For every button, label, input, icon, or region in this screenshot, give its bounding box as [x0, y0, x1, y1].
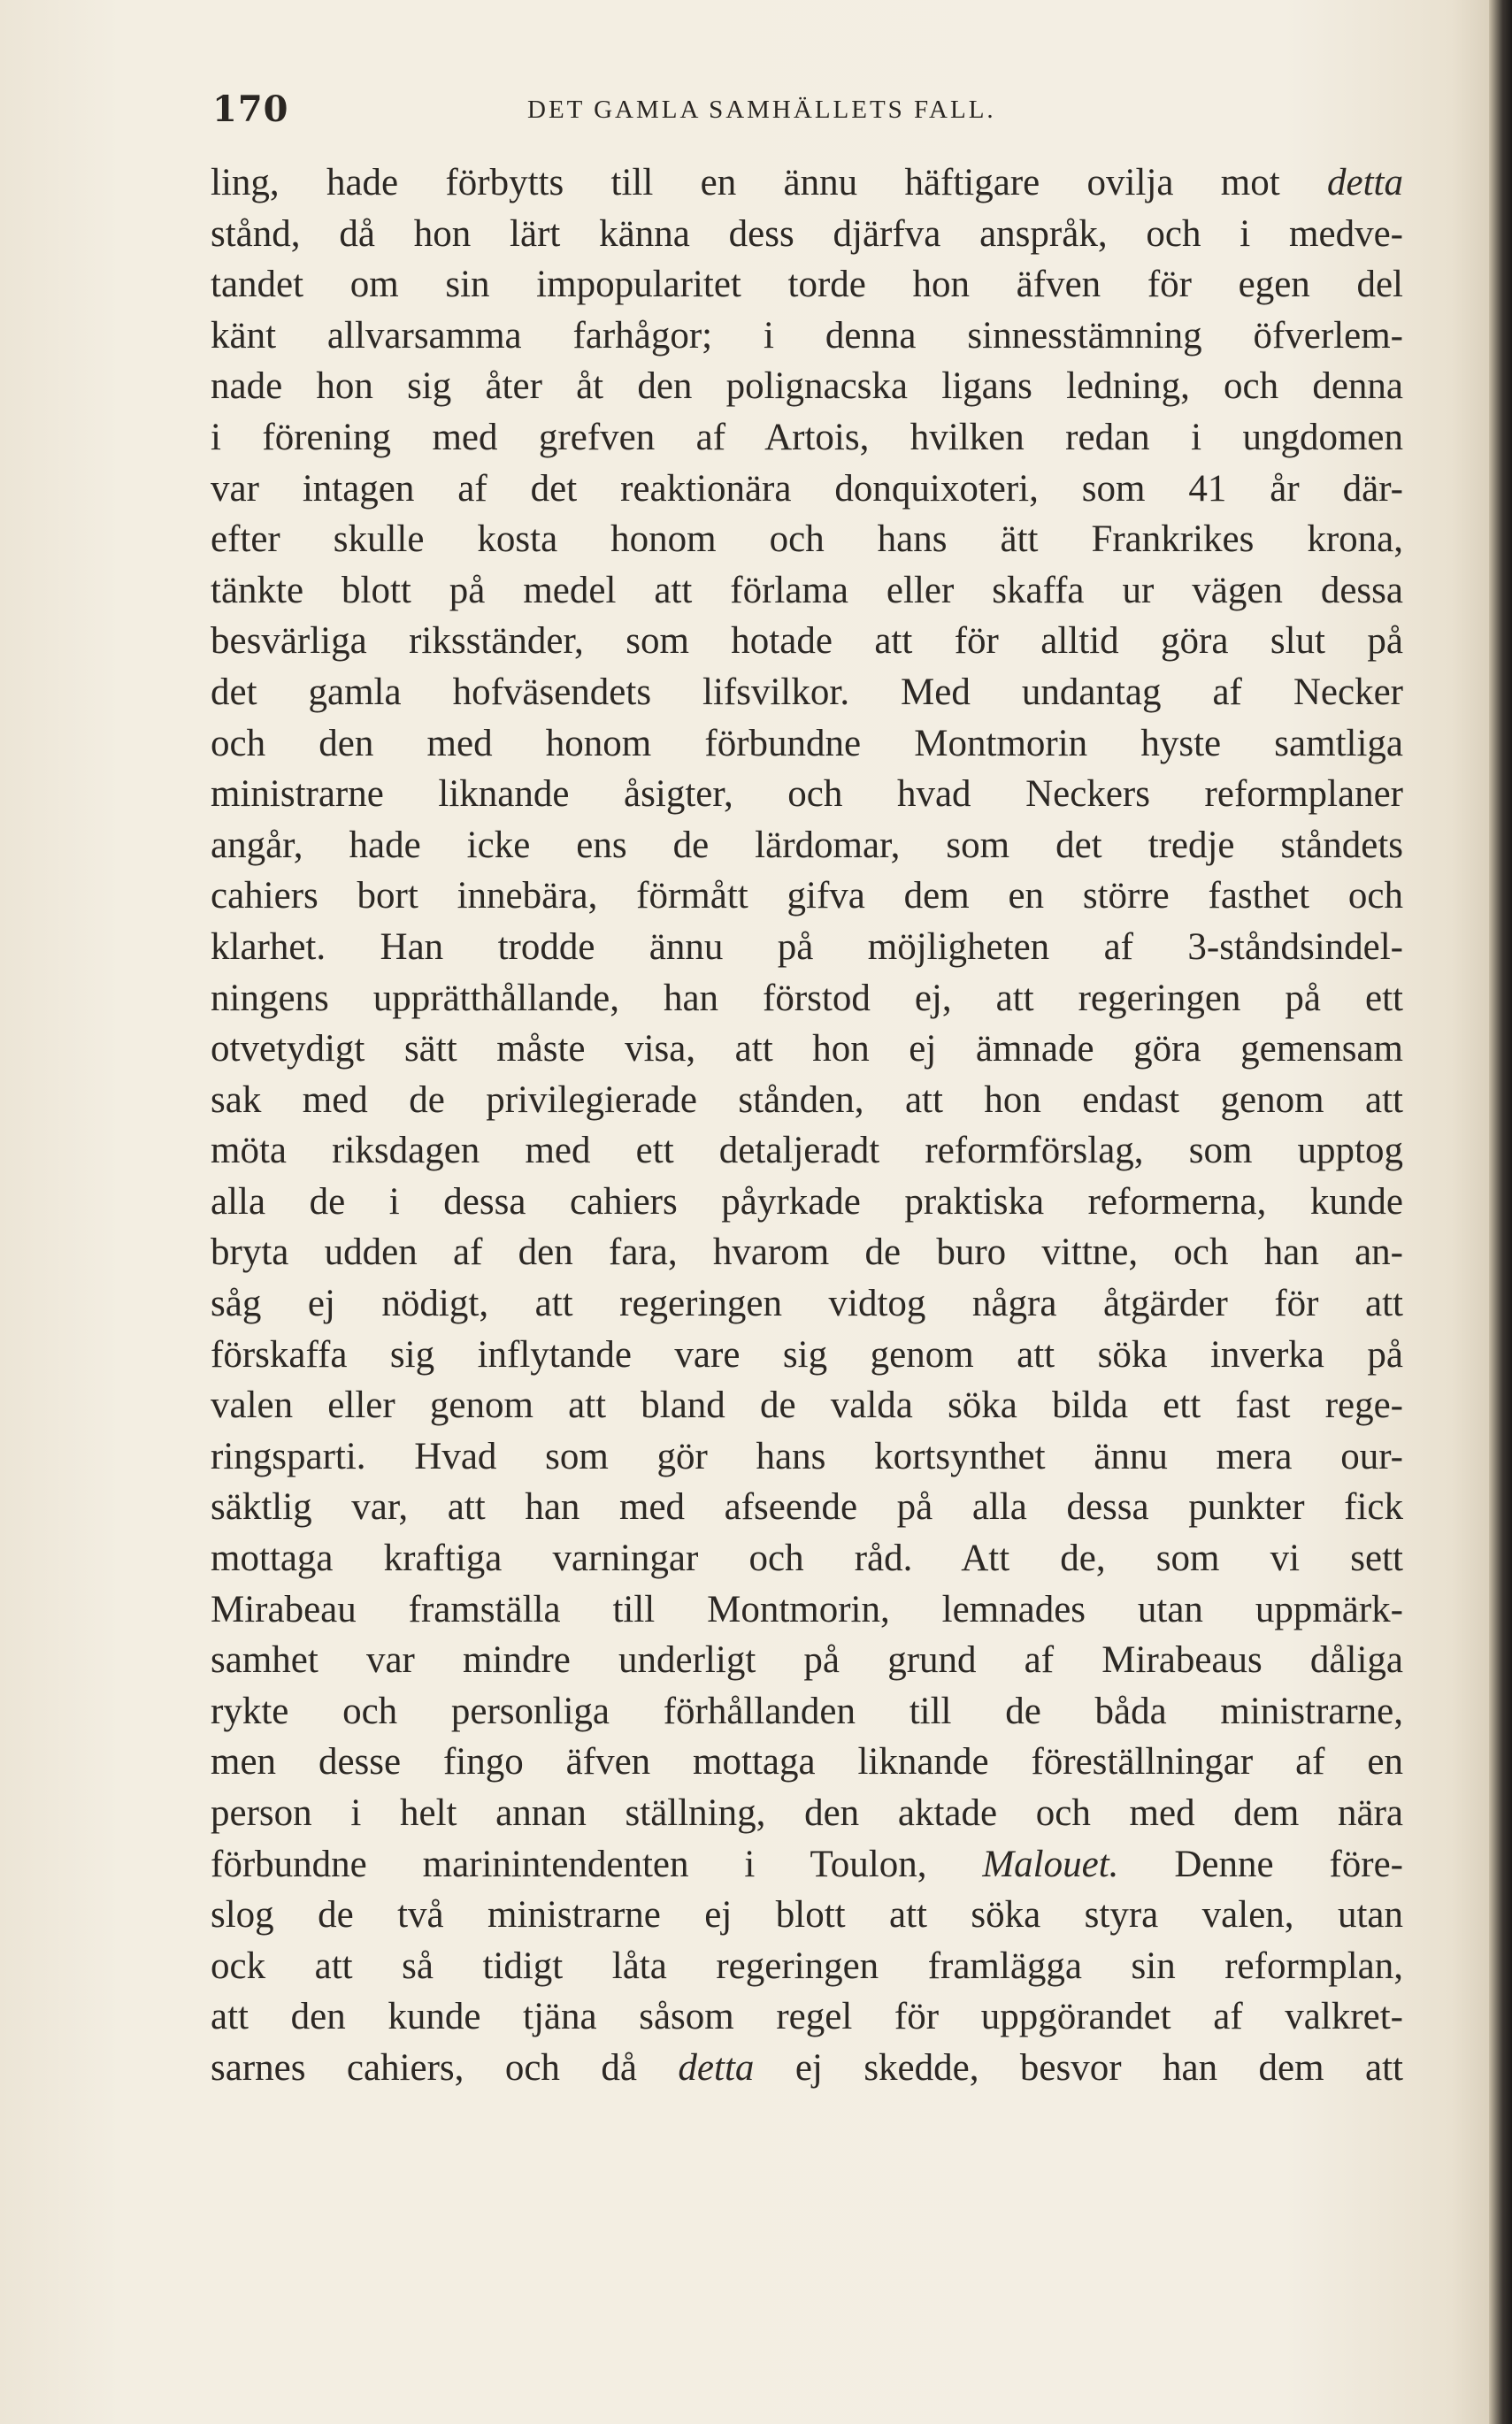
text-line: person i helt annan ställning, den aktade och med dem nära [211, 1792, 1403, 1834]
text-line: men desse fingo äfven mottaga liknande föreställningar af en [211, 1741, 1403, 1783]
text-line: det gamla hofväsendets lifsvilkor. Med undantag af Necker [211, 671, 1403, 713]
text-line: var intagen af det reaktionära donquixoteri, som 41 år där- [211, 467, 1403, 510]
text-line: tandet om sin impopularitet torde hon äfven för egen del [211, 264, 1403, 306]
text-line: ling, hade förbytts till en ännu häftigare ovilja mot detta [211, 162, 1403, 203]
text-line: valen eller genom att bland de valda söka bilda ett fast rege- [211, 1385, 1403, 1427]
text-line: känt allvarsamma farhågor; i denna sinnesstämning öfverlem- [211, 314, 1403, 357]
text-line: sak med de privilegierade stånden, att hon endast genom att [211, 1078, 1403, 1121]
text-line: ningens upprätthållande, han förstod ej, att regeringen på ett [211, 977, 1403, 1019]
text-line: cahiers bort innebära, förmått gifva dem en större fasthet och [211, 875, 1403, 917]
text-line: och den med honom förbundne Montmorin hyste samtliga [211, 722, 1403, 764]
page-number: 170 [212, 88, 289, 130]
text-line: att den kunde tjäna såsom regel för uppgörandet af valkret- [211, 1996, 1403, 2038]
text-line: klarhet. Han trodde ännu på möjligheten af 3-ståndsindel- [211, 925, 1403, 968]
running-title: DET GAMLA SAMHÄLLETS FALL. [527, 96, 996, 124]
text-line: otvetydigt sätt måste visa, att hon ej ämnade göra gemensam [211, 1028, 1403, 1070]
text-line: besvärliga riksständer, som hotade att för alltid göra slut på [211, 620, 1403, 663]
text-line: ock att så tidigt låta regeringen framlägga sin reformplan, [211, 1945, 1403, 1987]
text-line: tänkte blott på medel att förlama eller skaffa ur vägen dessa [211, 569, 1403, 611]
text-line: rykte och personliga förhållanden till de båda ministrarne, [211, 1690, 1403, 1732]
text-line: nade hon sig åter åt den polignacska ligans ledning, och denna [211, 365, 1403, 408]
text-line: samhet var mindre underligt på grund af Mirabeaus dåliga [211, 1639, 1403, 1682]
text-line: såg ej nödigt, att regeringen vidtog några åtgärder för att [211, 1283, 1403, 1325]
text-line: slog de två ministrarne ej blott att söka styra valen, utan [211, 1894, 1403, 1937]
text-line: förskaffa sig inflytande vare sig genom att söka inverka på [211, 1333, 1403, 1376]
book-spine-shadow [1489, 0, 1512, 2424]
text-line: Mirabeau framställa till Montmorin, lemnades utan uppmärk- [211, 1588, 1403, 1630]
text-line: ministrarne liknande åsigter, och hvad Neckers reformplaner [211, 773, 1403, 816]
text-line: efter skulle kosta honom och hans ätt Frankrikes krona, [211, 518, 1403, 561]
text-line: alla de i dessa cahiers påyrkade praktiska reformerna, kunde [211, 1180, 1403, 1223]
text-line: angår, hade icke ens de lärdomar, som det tredje ståndets [211, 824, 1403, 866]
text-line: förbundne marinintendenten i Toulon, Malouet. Denne före- [211, 1843, 1403, 1885]
text-line: stånd, då hon lärt känna dess djärfva anspråk, och i medve- [211, 212, 1403, 255]
text-line: bryta udden af den fara, hvarom de buro vittne, och han an- [211, 1231, 1403, 1274]
text-line: ringsparti. Hvad som gör hans kortsynthet ännu mera our- [211, 1435, 1403, 1477]
text-line: möta riksdagen med ett detaljeradt reformförslag, som upptog [211, 1130, 1403, 1172]
body-text [211, 157, 1403, 2094]
text-line: mottaga kraftiga varningar och råd. Att de, som vi sett [211, 1538, 1403, 1580]
text-line: säktlig var, att han med afseende på alla dessa punkter fick [211, 1486, 1403, 1529]
text-line: i förening med grefven af Artois, hvilken redan i ungdomen [211, 416, 1403, 458]
running-head [212, 88, 1398, 142]
text-line: sarnes cahiers, och då detta ej skedde, besvor han dem att [211, 2046, 1403, 2089]
